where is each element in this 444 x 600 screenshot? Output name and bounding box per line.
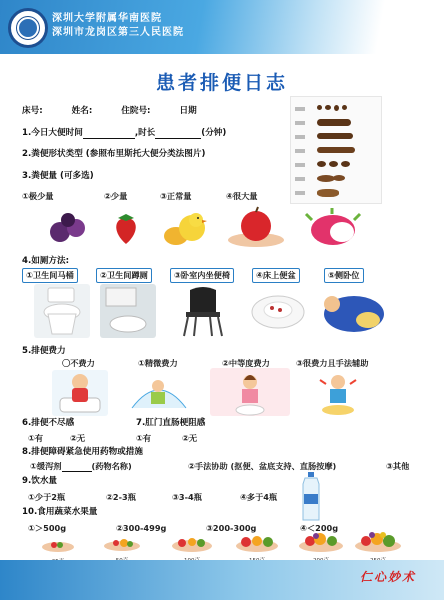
food-portion-200g — [296, 532, 346, 558]
q10-option-4[interactable]: ④＜200g — [300, 523, 339, 533]
question-8: 8.排便障碍紧急使用药物或措施 — [22, 447, 143, 457]
q3-option-1[interactable]: ①极少量 — [22, 191, 54, 201]
hospital-name: 深圳大学附属华南医院 深圳市龙岗区第三人民医院 — [52, 13, 184, 38]
q7-option-2[interactable]: ②无 — [182, 433, 198, 443]
q9-option-3[interactable]: ③3-4瓶 — [172, 492, 202, 502]
apple-hand-image — [222, 204, 288, 250]
bed-number-field[interactable]: 床号: — [22, 106, 43, 116]
question-4: 4.如厕方法: — [22, 256, 70, 266]
duration-blank[interactable] — [155, 130, 201, 139]
admission-number-field[interactable]: 住院号: — [121, 106, 151, 116]
q9-option-4[interactable]: ④多于4瓶 — [240, 492, 278, 502]
q4-option-1[interactable]: ①卫生间马桶 — [22, 268, 78, 283]
q6-option-2[interactable]: ②无 — [70, 433, 86, 443]
date-field[interactable]: 日期 — [179, 106, 197, 116]
q3-option-3[interactable]: ③正常量 — [160, 191, 192, 201]
q5-option-2[interactable]: ②中等度费力 — [222, 358, 270, 368]
q4-option-4[interactable]: ④床上便盆 — [252, 268, 300, 283]
question-3: 3.粪便量 (可多选) — [22, 171, 94, 181]
footer-slogan: 仁心妙术 — [360, 570, 417, 584]
strawberry-image — [106, 210, 146, 246]
slight-effort-image — [126, 368, 192, 416]
commode-chair-image — [176, 284, 230, 338]
side-lying-image — [318, 284, 388, 340]
food-portion-50g — [100, 536, 144, 558]
q4-option-2[interactable]: ②卫生间蹲厕 — [96, 268, 152, 283]
chick-egg-image — [160, 206, 210, 248]
q10-option-2[interactable]: ②300-499g — [116, 523, 167, 533]
q3-option-2[interactable]: ②少量 — [104, 191, 128, 201]
patient-name-field[interactable]: 姓名: — [71, 106, 93, 116]
question-6: 6.排便不尽感 — [22, 418, 75, 428]
water-bottle-image — [300, 472, 322, 522]
grape-image — [40, 206, 98, 248]
q4-option-3[interactable]: ③卧室内坐便椅 — [170, 268, 234, 283]
q10-option-1[interactable]: ①＞500g — [28, 523, 67, 533]
question-10: 10.食用蔬菜水果量 — [22, 507, 98, 517]
food-portion-25g — [38, 538, 78, 558]
q9-option-2[interactable]: ②2-3瓶 — [106, 492, 136, 502]
toilet-image — [34, 284, 90, 338]
q3-option-4[interactable]: ④很大量 — [226, 191, 258, 201]
question-7: 7.肛门直肠梗阻感 — [136, 418, 206, 428]
q5-option-1[interactable]: ①精微费力 — [138, 358, 178, 368]
food-portion-100g — [168, 536, 216, 558]
q7-option-1[interactable]: ①有 — [136, 433, 152, 443]
q4-option-5[interactable]: ⑤侧卧位 — [324, 268, 364, 283]
info-fields-row — [22, 106, 282, 117]
medication-blank[interactable] — [62, 463, 92, 472]
q5-option-3[interactable]: ③很费力且手法辅助 — [296, 358, 369, 368]
hospital-logo — [8, 8, 48, 48]
q6-option-1[interactable]: ①有 — [28, 433, 44, 443]
question-1: 1.今日大便时间 ,时长 (分钟) — [22, 128, 227, 138]
q9-option-1[interactable]: ①少于2瓶 — [28, 492, 66, 502]
q8-option-3[interactable]: ③其他 — [386, 461, 410, 471]
q8-option-2[interactable]: ②手法协助 (抠便、盆底支持、直肠按摩) — [188, 461, 337, 471]
q5-option-0[interactable]: 〇不费力 — [62, 358, 95, 368]
food-portion-250g — [352, 532, 404, 558]
moderate-effort-image — [210, 368, 290, 416]
page-title: 患者排便日志 — [155, 72, 288, 94]
question-9: 9.饮水量 — [22, 476, 58, 486]
food-portion-150g — [232, 534, 282, 558]
question-2: 2.粪便形状类型 (参照布里斯托大便分类法图片) — [22, 149, 206, 159]
squat-toilet-image — [100, 284, 156, 338]
child-no-effort-image — [52, 370, 108, 416]
question-5: 5.排便费力 — [22, 346, 66, 356]
bedpan-image — [250, 286, 306, 336]
q8-option-1[interactable]: ①缓泻剂 (药物名称) — [30, 461, 132, 471]
q10-option-3[interactable]: ③200-300g — [206, 523, 257, 533]
dragon-fruit-image — [302, 206, 364, 250]
time-blank[interactable] — [83, 130, 135, 139]
strong-effort-image — [306, 370, 370, 416]
bristol-stool-chart — [290, 96, 382, 204]
